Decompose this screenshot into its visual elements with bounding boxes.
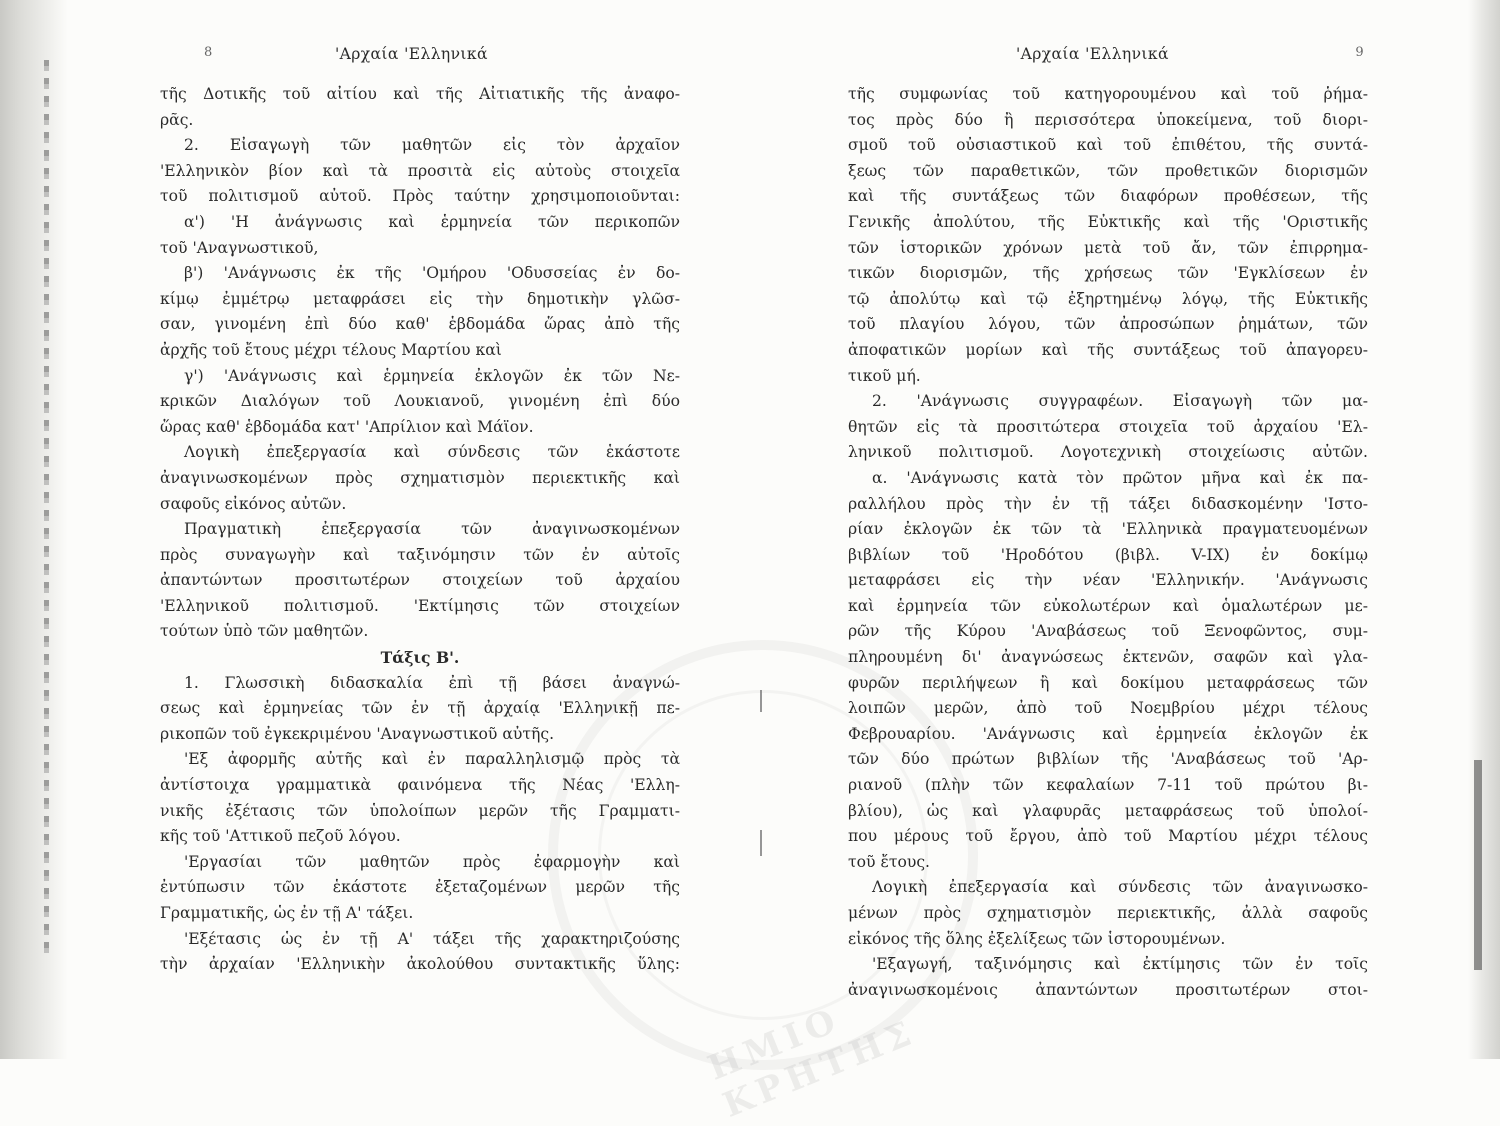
text-line: σμοῦ τοῦ οὐσιαστικοῦ καὶ τοῦ ἐπιθέτου, τῆς συντά- xyxy=(848,136,1368,155)
text-line: ἀναγινωσκομένοις ἀπαντώντων προσιτωτέρων στοι- xyxy=(848,980,1368,999)
text-line: ὥρας καθ' ἑβδομάδα κατ' 'Απρίλιον καὶ Μάϊον. xyxy=(160,417,534,436)
text-line: πληρουμένη δι' ἀναγνώσεως ἐκτενῶν, σαφῶν καὶ γλα- xyxy=(848,648,1368,667)
text-line: α. 'Ανάγνωσις κατὰ τὸν πρῶτον μῆνα καὶ ἐκ πα- xyxy=(872,468,1368,487)
page-number: 9 xyxy=(1355,45,1364,60)
running-head-title: 'Αρχαία 'Ελληνικά xyxy=(335,45,488,63)
text-line: θητῶν εἰς τὰ προσιτώτερα στοιχεῖα τοῦ ἀρχαίου 'Ελ- xyxy=(848,417,1368,436)
left-page-text xyxy=(160,82,680,978)
text-line: β') 'Ανάγνωσις ἐκ τῆς 'Ομήρου 'Οδυσσείας ἐν δο- xyxy=(184,264,680,283)
text-line: 2. 'Ανάγνωσις συγγραφέων. Εἰσαγωγὴ τῶν μα- xyxy=(872,392,1368,411)
scan-binding-edge xyxy=(0,0,68,1059)
text-line: νικῆς ἐξέτασις τῶν ὑπολοίπων μερῶν τῆς Γραμματι- xyxy=(160,801,680,820)
text-line: Γενικῆς ἀπολύτου, τῆς Εὐκτικῆς καὶ τῆς 'Οριστικῆς xyxy=(848,212,1368,231)
text-line: εἰκόνος τῆς ὅλης ἐξελίξεως τῶν ἱστορουμένων. xyxy=(848,929,1226,948)
text-line: τοῦ πλαγίου λόγου, τῶν ἀπροσώπων ῥημάτων, τῶν xyxy=(848,315,1368,334)
text-line: α') 'Η ἀνάγνωσις καὶ ἑρμηνεία τῶν περικοπῶν xyxy=(184,212,680,231)
text-line: ἀπαντώντων προσιτωτέρων στοιχείων τοῦ ἀρχαίου xyxy=(160,571,680,590)
text-line: Φεβρουαρίου. 'Ανάγνωσις καὶ ἑρμηνεία ἐκλογῶν ἐκ xyxy=(848,724,1368,743)
text-line: 'Εξ ἀφορμῆς αὐτῆς καὶ ἐν παραλληλισμῷ πρὸς τὰ xyxy=(184,750,680,769)
text-line: τοῦ πολιτισμοῦ αὐτοῦ. Πρὸς ταύτην χρησιμοποιοῦνται: xyxy=(160,187,680,206)
scan-right-edge xyxy=(1468,0,1500,1059)
text-line: τικοῦ μή. xyxy=(848,366,921,385)
right-running-head xyxy=(848,45,1368,67)
text-line: τικῶν διορισμῶν, τῆς χρήσεως τῶν 'Εγκλίσεων ἐν xyxy=(848,264,1368,283)
text-line: τῷ ἀπολύτῳ καὶ τῷ ἐξηρτημένῳ λόγῳ, τῆς Εὐκτικῆς xyxy=(848,289,1368,308)
text-line: Γραμματικῆς, ὡς ἐν τῇ Α' τάξει. xyxy=(160,904,414,922)
seal-lettering: ΗΜΙΟ ΚΡΗΤΗΣ xyxy=(702,999,923,1126)
text-line: σαν, γινομένη ἐπὶ δύο καθ' ἑβδομάδα ὥρας ἀπὸ τῆς xyxy=(160,315,680,334)
text-line: ληνικοῦ πολιτισμοῦ. Λογοτεχνικὴ στοιχείωσις αὐτῶν. xyxy=(848,443,1368,462)
text-line: 1. Γλωσσικὴ διδασκαλία ἐπὶ τῇ βάσει ἀναγνώ- xyxy=(184,673,680,692)
page-number: 8 xyxy=(204,45,213,60)
text-line: ρίαν ἐκλογῶν ἐκ τῶν τὰ 'Ελληνικὰ πραγματευομένων xyxy=(848,520,1368,539)
text-line: μένων πρὸς σχηματισμὸν περιεκτικῆς, ἀλλὰ σαφοῦς xyxy=(848,904,1368,922)
text-line: 'Ελληνικὸν βίον καὶ τὰ προσιτὰ εἰς αὐτοὺς στοιχεῖα xyxy=(160,161,680,180)
text-line: ρῶν τῆς Κύρου 'Αναβάσεως τοῦ Ξενοφῶντος, συμ- xyxy=(848,622,1368,641)
text-line: 2. Εἰσαγωγὴ τῶν μαθητῶν εἰς τὸν ἀρχαῖον xyxy=(184,136,680,155)
text-line: λοιπῶν μερῶν, ἀπὸ τοῦ Νοεμβρίου μέχρι τέλους xyxy=(848,699,1368,718)
text-line: ἀρχῆς τοῦ ἔτους μέχρι τέλους Μαρτίου καὶ xyxy=(160,340,502,359)
text-line: Λογικὴ ἐπεξεργασία καὶ σύνδεσις τῶν ἑκάστοτε xyxy=(184,443,680,462)
text-line: τῆς συμφωνίας τοῦ κατηγορουμένου καὶ τοῦ ῥήμα- xyxy=(848,85,1368,103)
text-line: καὶ ἑρμηνεία τῶν εὐκολωτέρων καὶ ὁμαλωτέρων με- xyxy=(848,596,1368,615)
text-line: βλίου), ὡς καὶ γλαφυρᾶς μεταφράσεως τοῦ ὑπολοί- xyxy=(848,801,1368,820)
text-line: τοῦ 'Αναγνωστικοῦ, xyxy=(160,238,319,257)
text-line: ρικοπῶν τοῦ ἐγκεκριμένου 'Αναγνωστικοῦ αὐτῆς. xyxy=(160,724,555,743)
text-line: Λογικὴ ἐπεξεργασία καὶ σύνδεσις τῶν ἀναγινωσκο- xyxy=(872,878,1368,897)
text-line: ἀποφατικῶν μορίων καὶ τῆς συντάξεως τοῦ ἀπαγορευ- xyxy=(848,340,1368,359)
text-line: ρᾶς. xyxy=(160,110,194,129)
text-line: Πραγματικὴ ἐπεξεργασία τῶν ἀναγινωσκομένων xyxy=(184,520,680,539)
left-running-head xyxy=(160,45,680,67)
text-line: τοῦ ἔτους. xyxy=(848,852,931,871)
text-line: σαφοῦς εἰκόνος αὐτῶν. xyxy=(160,494,347,513)
text-line: ραλλήλου πρὸς τὴν ἐν τῇ τάξει διδασκομένην 'Ιστο- xyxy=(848,494,1368,513)
text-line: τὴν ἀρχαίαν 'Ελληνικὴν ἀκολούθου συντακτικῆς ὕλης: xyxy=(160,955,680,974)
text-line: φυρῶν περιλήψεων ἢ καὶ δοκίμου μεταφράσεως τῶν xyxy=(848,673,1368,692)
text-line: ἀντίστοιχα γραμματικὰ φαινόμενα τῆς Νέας 'Ελλη- xyxy=(160,776,680,795)
text-line: 'Εξαγωγή, ταξινόμησις καὶ ἐκτίμησις τῶν ἐν τοῖς xyxy=(872,955,1368,974)
text-line: ριανοῦ (πλὴν τῶν κεφαλαίων 7-11 τοῦ πρώτου βι- xyxy=(848,776,1368,795)
text-line: κρικῶν Διαλόγων τοῦ Λουκιανοῦ, γινομένη ἐπὶ δύο xyxy=(160,392,680,411)
text-line: τούτων ὑπὸ τῶν μαθητῶν. xyxy=(160,622,369,641)
text-line: κίμῳ ἐμμέτρῳ μεταφράσει εἰς τὴν δημοτικὴν γλῶσ- xyxy=(160,289,680,308)
text-line: γ') 'Ανάγνωσις καὶ ἑρμηνεία ἐκλογῶν ἐκ τῶν Νε- xyxy=(184,366,680,385)
text-line: σεως καὶ ἑρμηνείας τῶν ἐν τῇ ἀρχαίᾳ 'Ελληνικῇ πε- xyxy=(160,699,680,718)
text-line: μεταφράσει εἰς τὴν νέαν 'Ελληνικήν. 'Ανάγνωσις xyxy=(848,571,1368,590)
text-line: ἐντύπωσιν τῶν ἑκάστοτε ἐξεταζομένων μερῶν τῆς xyxy=(160,878,680,897)
text-line: 'Ελληνικοῦ πολιτισμοῦ. 'Εκτίμησις τῶν στοιχείων xyxy=(160,596,680,615)
text-line: καὶ τῆς συντάξεως τῶν διαφόρων προθέσεων, τῆς xyxy=(848,187,1368,206)
right-page-text xyxy=(848,82,1368,1003)
running-head-title: 'Αρχαία 'Ελληνικά xyxy=(1016,45,1169,63)
text-line: πρὸς συναγωγὴν καὶ ταξινόμησιν τῶν ἐν αὐτοῖς xyxy=(160,545,680,564)
text-line: τῶν δύο πρώτων βιβλίων τῆς 'Αναβάσεως τοῦ 'Αρ- xyxy=(848,750,1368,769)
left-page xyxy=(160,0,680,1059)
text-line: ἀναγινωσκομένων πρὸς σχηματισμὸν περιεκτικῆς καὶ xyxy=(160,468,680,487)
text-line: 'Εργασίαι τῶν μαθητῶν πρὸς ἐφαρμογὴν καὶ xyxy=(184,852,680,871)
text-line: κῆς τοῦ 'Αττικοῦ πεζοῦ λόγου. xyxy=(160,827,401,846)
text-line: ξεως τῶν παραθετικῶν, τῶν προθετικῶν διορισμῶν xyxy=(848,161,1368,180)
text-line: τῶν ἱστορικῶν χρόνων μετὰ τοῦ ἄν, τῶν ἐπιρρημα- xyxy=(848,238,1368,257)
text-line: 'Εξέτασις ὡς ἐν τῇ Α' τάξει τῆς χαρακτηριζούσης xyxy=(184,929,680,948)
text-line: που μέρους τοῦ ἔργου, ἀπὸ τοῦ Μαρτίου μέχρι τέλους xyxy=(848,827,1368,846)
right-page xyxy=(848,0,1368,1059)
text-line: βιβλίων τοῦ 'Ηροδότου (βιβλ. V-IX) ἐν δοκίμῳ xyxy=(848,545,1368,564)
text-line: τος πρὸς δύο ἢ περισσότερα ὑποκείμενα, τοῦ διορι- xyxy=(848,110,1368,129)
text-line: τῆς Δοτικῆς τοῦ αἰτίου καὶ τῆς Αἰτιατικῆς τῆς ἀναφο- xyxy=(160,85,680,103)
text-line: Τάξις Β'. xyxy=(380,648,460,668)
